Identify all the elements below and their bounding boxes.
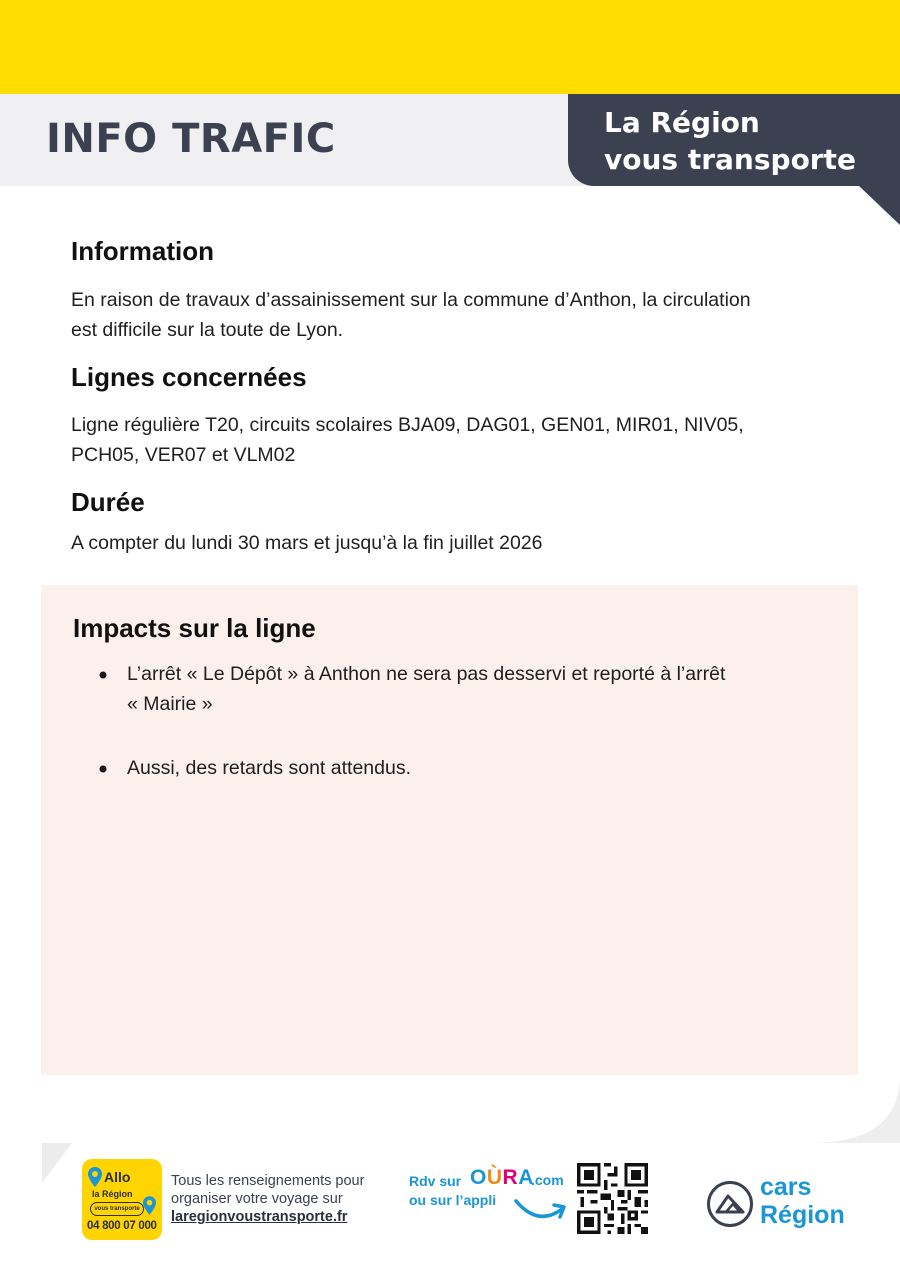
rdv-sur: Rdv sur	[409, 1173, 462, 1189]
impact-item-1-line-1: L’arrêt « Le Dépôt » à Anthon ne sera pas desservi et reporté à l’arrêt	[127, 663, 726, 685]
cars-region-logo-icon	[706, 1180, 754, 1228]
oura-com: .com	[531, 1172, 564, 1188]
information-line-2: est difficile sur la toute de Lyon.	[71, 319, 344, 341]
allo-region-text: la Région	[92, 1189, 133, 1199]
slogan-line-1: La Région	[604, 106, 760, 139]
lignes-line-1: Ligne régulière T20, circuits scolaires BJA09, DAG01, GEN01, MIR01, NIV05,	[71, 414, 744, 436]
impacts-title: Impacts sur la ligne	[73, 613, 316, 643]
location-pin-icon	[88, 1167, 102, 1187]
footer-info-line-2: organiser votre voyage sur	[171, 1191, 343, 1207]
cars-region-wordmark	[760, 1173, 845, 1229]
information-line-1: En raison de travaux d’assainissement sur la commune d’Anthon, la circulation	[71, 289, 751, 311]
oura-logo[interactable]: OÙRA	[470, 1166, 534, 1189]
bullet-icon	[99, 753, 107, 783]
allo-phone: 04 800 07 000	[87, 1220, 157, 1232]
allo-region-logo	[82, 1159, 162, 1240]
slogan	[604, 104, 856, 178]
lignes-line-2: PCH05, VER07 et VLM02	[71, 444, 296, 466]
information-title: Information	[71, 236, 214, 266]
footer-info	[171, 1172, 364, 1226]
impacts-list	[41, 659, 831, 817]
curved-arrow-icon	[512, 1193, 568, 1225]
rdv-appli[interactable]: ou sur l’appli	[409, 1192, 497, 1208]
footer-info-line-1: Tous les renseignements pour	[171, 1173, 365, 1189]
header-yellow-band	[0, 0, 900, 94]
impacts-panel	[41, 585, 858, 1075]
bullet-icon	[99, 659, 107, 689]
allo-pill: vous transporte	[90, 1202, 144, 1216]
allo-word: Allo	[104, 1169, 131, 1185]
page-title: INFO TRAFIC	[46, 116, 336, 162]
lignes-text	[71, 410, 871, 470]
list-item	[41, 753, 831, 783]
cars-word: cars	[760, 1173, 812, 1201]
qr-code-icon[interactable]	[577, 1163, 648, 1234]
impact-item-1-line-2: « Mairie »	[127, 693, 213, 715]
slogan-tail-shape	[858, 185, 900, 225]
information-text	[71, 285, 871, 345]
website-link[interactable]: laregionvoustransporte.fr	[171, 1209, 348, 1225]
duree-title: Durée	[71, 487, 145, 517]
region-word: Région	[760, 1201, 845, 1229]
slogan-line-2: vous transporte	[604, 143, 856, 176]
lignes-title: Lignes concernées	[71, 362, 307, 392]
impact-item-2-line-1: Aussi, des retards sont attendus.	[127, 757, 411, 779]
duree-text: A compter du lundi 30 mars et jusqu’à la fin juillet 2026	[71, 532, 543, 554]
list-item	[41, 659, 831, 719]
location-pin-icon	[143, 1196, 156, 1215]
